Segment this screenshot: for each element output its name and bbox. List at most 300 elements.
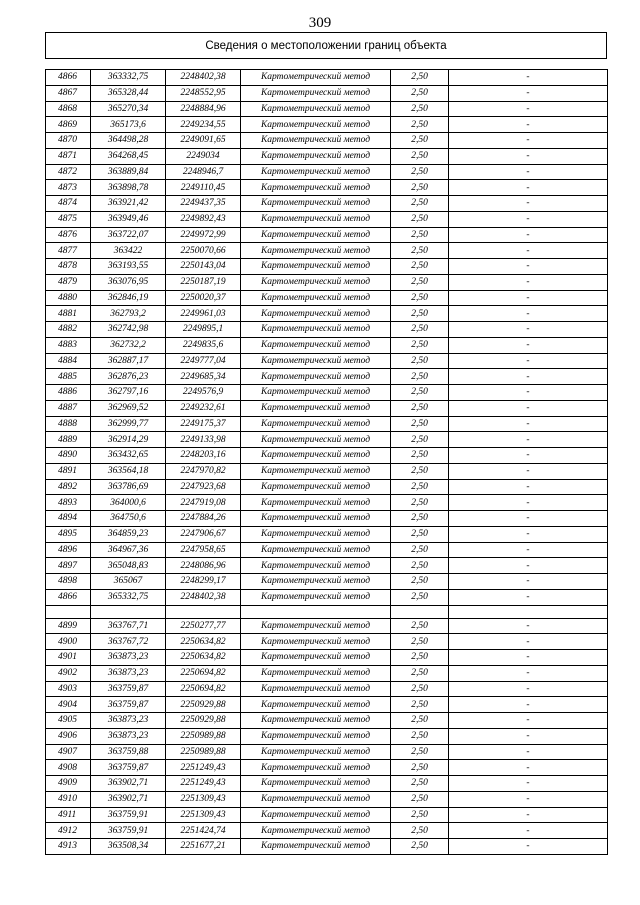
x-coordinate-cell: 362969,52 <box>91 400 166 416</box>
accuracy-cell: 2,50 <box>391 526 449 542</box>
table-row <box>46 322 608 338</box>
y-coordinate-cell: 2250143,04 <box>166 259 241 275</box>
point-number-cell: 4877 <box>46 243 91 259</box>
y-coordinate-cell: 2249034 <box>166 148 241 164</box>
point-number-cell: 4899 <box>46 618 91 634</box>
x-coordinate-cell: 363921,42 <box>91 196 166 212</box>
accuracy-cell: 2,50 <box>391 760 449 776</box>
description-cell: - <box>449 526 608 542</box>
description-cell: - <box>449 337 608 353</box>
y-coordinate-cell: 2249437,35 <box>166 196 241 212</box>
description-cell: - <box>449 196 608 212</box>
point-number-cell: 4889 <box>46 432 91 448</box>
point-number-cell: 4907 <box>46 744 91 760</box>
x-coordinate-cell: 363873,23 <box>91 665 166 681</box>
x-coordinate-cell: 362742,98 <box>91 322 166 338</box>
x-coordinate-cell: 363889,84 <box>91 164 166 180</box>
method-cell: Картометрический метод <box>241 574 391 590</box>
description-cell: - <box>449 776 608 792</box>
accuracy-cell: 2,50 <box>391 85 449 101</box>
x-coordinate-cell: 362732,2 <box>91 337 166 353</box>
y-coordinate-cell: 2250694,82 <box>166 665 241 681</box>
description-cell: - <box>449 634 608 650</box>
y-coordinate-cell: 2251249,43 <box>166 776 241 792</box>
point-number-cell: 4900 <box>46 634 91 650</box>
y-coordinate-cell: 2250989,88 <box>166 744 241 760</box>
x-coordinate-cell: 363564,18 <box>91 463 166 479</box>
point-number-cell: 4906 <box>46 728 91 744</box>
y-coordinate-cell: 2250634,82 <box>166 634 241 650</box>
x-coordinate-cell: 363759,88 <box>91 744 166 760</box>
coordinates-table <box>45 69 608 855</box>
x-coordinate-cell: 365067 <box>91 574 166 590</box>
description-cell: - <box>449 211 608 227</box>
accuracy-cell: 2,50 <box>391 211 449 227</box>
y-coordinate-cell: 2251424,74 <box>166 823 241 839</box>
y-coordinate-cell: 2249895,1 <box>166 322 241 338</box>
table-row <box>46 353 608 369</box>
method-cell: Картометрический метод <box>241 495 391 511</box>
y-coordinate-cell: 2250694,82 <box>166 681 241 697</box>
description-cell: - <box>449 306 608 322</box>
table-row <box>46 511 608 527</box>
y-coordinate-cell: 2251309,43 <box>166 807 241 823</box>
x-coordinate-cell: 363759,87 <box>91 697 166 713</box>
description-cell: - <box>449 744 608 760</box>
description-cell: - <box>449 681 608 697</box>
method-cell: Картометрический метод <box>241 274 391 290</box>
description-cell: - <box>449 463 608 479</box>
y-coordinate-cell: 2248884,96 <box>166 101 241 117</box>
point-number-cell: 4897 <box>46 558 91 574</box>
point-number-cell: 4879 <box>46 274 91 290</box>
y-coordinate-cell: 2248086,96 <box>166 558 241 574</box>
point-number-cell: 4868 <box>46 101 91 117</box>
description-cell: - <box>449 290 608 306</box>
y-coordinate-cell: 2247958,65 <box>166 542 241 558</box>
y-coordinate-cell: 2249961,03 <box>166 306 241 322</box>
method-cell: Картометрический метод <box>241 353 391 369</box>
accuracy-cell: 2,50 <box>391 713 449 729</box>
method-cell: Картометрический метод <box>241 713 391 729</box>
point-number-cell: 4895 <box>46 526 91 542</box>
table-row <box>46 117 608 133</box>
method-cell: Картометрический метод <box>241 681 391 697</box>
description-cell: - <box>449 416 608 432</box>
table-row <box>46 448 608 464</box>
accuracy-cell: 2,50 <box>391 744 449 760</box>
point-number-cell: 4867 <box>46 85 91 101</box>
method-cell: Картометрический метод <box>241 618 391 634</box>
method-cell: Картометрический метод <box>241 558 391 574</box>
x-coordinate-cell: 362999,77 <box>91 416 166 432</box>
y-coordinate-cell: 2249232,61 <box>166 400 241 416</box>
accuracy-cell: 2,50 <box>391 385 449 401</box>
method-cell: Картометрический метод <box>241 542 391 558</box>
x-coordinate-cell: 363759,91 <box>91 807 166 823</box>
point-number-cell: 4882 <box>46 322 91 338</box>
x-coordinate-cell: 363767,72 <box>91 634 166 650</box>
point-number-cell: 4885 <box>46 369 91 385</box>
gap-cell <box>91 605 166 618</box>
table-row <box>46 369 608 385</box>
method-cell: Картометрический метод <box>241 148 391 164</box>
method-cell: Картометрический метод <box>241 322 391 338</box>
point-number-cell: 4888 <box>46 416 91 432</box>
accuracy-cell: 2,50 <box>391 369 449 385</box>
method-cell: Картометрический метод <box>241 650 391 666</box>
accuracy-cell: 2,50 <box>391 776 449 792</box>
description-cell: - <box>449 807 608 823</box>
point-number-cell: 4912 <box>46 823 91 839</box>
method-cell: Картометрический метод <box>241 776 391 792</box>
point-number-cell: 4884 <box>46 353 91 369</box>
x-coordinate-cell: 362876,23 <box>91 369 166 385</box>
x-coordinate-cell: 365328,44 <box>91 85 166 101</box>
description-cell: - <box>449 479 608 495</box>
point-number-cell: 4866 <box>46 70 91 86</box>
x-coordinate-cell: 364967,36 <box>91 542 166 558</box>
y-coordinate-cell: 2249835,6 <box>166 337 241 353</box>
accuracy-cell: 2,50 <box>391 290 449 306</box>
gap-cell <box>46 605 91 618</box>
y-coordinate-cell: 2248552,95 <box>166 85 241 101</box>
table-row <box>46 70 608 86</box>
y-coordinate-cell: 2248203,16 <box>166 448 241 464</box>
y-coordinate-cell: 2250187,19 <box>166 274 241 290</box>
table-row <box>46 839 608 855</box>
method-cell: Картометрический метод <box>241 259 391 275</box>
table-row <box>46 495 608 511</box>
method-cell: Картометрический метод <box>241 164 391 180</box>
description-cell: - <box>449 353 608 369</box>
point-number-cell: 4866 <box>46 589 91 605</box>
x-coordinate-cell: 363949,46 <box>91 211 166 227</box>
y-coordinate-cell: 2249175,37 <box>166 416 241 432</box>
description-cell: - <box>449 117 608 133</box>
description-cell: - <box>449 697 608 713</box>
point-number-cell: 4874 <box>46 196 91 212</box>
x-coordinate-cell: 363759,87 <box>91 760 166 776</box>
table-row <box>46 650 608 666</box>
y-coordinate-cell: 2247970,82 <box>166 463 241 479</box>
page-number: 309 <box>308 15 332 31</box>
point-number-cell: 4901 <box>46 650 91 666</box>
x-coordinate-cell: 365048,83 <box>91 558 166 574</box>
method-cell: Картометрический метод <box>241 665 391 681</box>
y-coordinate-cell: 2250070,66 <box>166 243 241 259</box>
description-cell: - <box>449 665 608 681</box>
accuracy-cell: 2,50 <box>391 791 449 807</box>
method-cell: Картометрический метод <box>241 479 391 495</box>
description-cell: - <box>449 448 608 464</box>
x-coordinate-cell: 363786,69 <box>91 479 166 495</box>
table-row <box>46 432 608 448</box>
x-coordinate-cell: 365332,75 <box>91 589 166 605</box>
point-number-cell: 4905 <box>46 713 91 729</box>
point-number-cell: 4878 <box>46 259 91 275</box>
y-coordinate-cell: 2248402,38 <box>166 70 241 86</box>
accuracy-cell: 2,50 <box>391 511 449 527</box>
description-cell: - <box>449 101 608 117</box>
x-coordinate-cell: 362887,17 <box>91 353 166 369</box>
accuracy-cell: 2,50 <box>391 259 449 275</box>
point-number-cell: 4892 <box>46 479 91 495</box>
method-cell: Картометрический метод <box>241 463 391 479</box>
gap-cell <box>166 605 241 618</box>
point-number-cell: 4886 <box>46 385 91 401</box>
description-cell: - <box>449 243 608 259</box>
y-coordinate-cell: 2249892,43 <box>166 211 241 227</box>
accuracy-cell: 2,50 <box>391 495 449 511</box>
accuracy-cell: 2,50 <box>391 337 449 353</box>
y-coordinate-cell: 2250634,82 <box>166 650 241 666</box>
method-cell: Картометрический метод <box>241 432 391 448</box>
method-cell: Картометрический метод <box>241 589 391 605</box>
table-row <box>46 290 608 306</box>
description-cell: - <box>449 274 608 290</box>
description-cell: - <box>449 495 608 511</box>
method-cell: Картометрический метод <box>241 211 391 227</box>
table-title: Сведения о местоположении границ объекта <box>45 32 607 59</box>
description-cell: - <box>449 180 608 196</box>
x-coordinate-cell: 362793,2 <box>91 306 166 322</box>
y-coordinate-cell: 2249576,9 <box>166 385 241 401</box>
description-cell: - <box>449 322 608 338</box>
accuracy-cell: 2,50 <box>391 618 449 634</box>
point-number-cell: 4873 <box>46 180 91 196</box>
accuracy-cell: 2,50 <box>391 274 449 290</box>
point-number-cell: 4887 <box>46 400 91 416</box>
method-cell: Картометрический метод <box>241 807 391 823</box>
method-cell: Картометрический метод <box>241 760 391 776</box>
x-coordinate-cell: 362914,29 <box>91 432 166 448</box>
table-row <box>46 180 608 196</box>
table-row <box>46 337 608 353</box>
table-row <box>46 463 608 479</box>
table-row <box>46 148 608 164</box>
y-coordinate-cell: 2248299,17 <box>166 574 241 590</box>
table-row <box>46 618 608 634</box>
x-coordinate-cell: 363898,78 <box>91 180 166 196</box>
method-cell: Картометрический метод <box>241 416 391 432</box>
description-cell: - <box>449 589 608 605</box>
point-number-cell: 4883 <box>46 337 91 353</box>
table-row <box>46 306 608 322</box>
accuracy-cell: 2,50 <box>391 180 449 196</box>
method-cell: Картометрический метод <box>241 526 391 542</box>
table-row <box>46 542 608 558</box>
description-cell: - <box>449 227 608 243</box>
description-cell: - <box>449 542 608 558</box>
point-number-cell: 4913 <box>46 839 91 855</box>
table-row <box>46 133 608 149</box>
description-cell: - <box>449 791 608 807</box>
section-gap <box>46 605 608 618</box>
accuracy-cell: 2,50 <box>391 70 449 86</box>
accuracy-cell: 2,50 <box>391 243 449 259</box>
point-number-cell: 4891 <box>46 463 91 479</box>
table-row <box>46 681 608 697</box>
point-number-cell: 4894 <box>46 511 91 527</box>
method-cell: Картометрический метод <box>241 101 391 117</box>
point-number-cell: 4893 <box>46 495 91 511</box>
x-coordinate-cell: 365173,6 <box>91 117 166 133</box>
accuracy-cell: 2,50 <box>391 542 449 558</box>
table-row <box>46 400 608 416</box>
method-cell: Картометрический метод <box>241 290 391 306</box>
table-row <box>46 823 608 839</box>
table-row <box>46 713 608 729</box>
description-cell: - <box>449 133 608 149</box>
x-coordinate-cell: 363332,75 <box>91 70 166 86</box>
accuracy-cell: 2,50 <box>391 133 449 149</box>
method-cell: Картометрический метод <box>241 634 391 650</box>
accuracy-cell: 2,50 <box>391 117 449 133</box>
x-coordinate-cell: 363873,23 <box>91 713 166 729</box>
x-coordinate-cell: 363432,65 <box>91 448 166 464</box>
x-coordinate-cell: 363193,55 <box>91 259 166 275</box>
point-number-cell: 4909 <box>46 776 91 792</box>
table-row <box>46 243 608 259</box>
table-row <box>46 634 608 650</box>
x-coordinate-cell: 365270,34 <box>91 101 166 117</box>
y-coordinate-cell: 2247884,26 <box>166 511 241 527</box>
accuracy-cell: 2,50 <box>391 101 449 117</box>
table-row <box>46 211 608 227</box>
method-cell: Картометрический метод <box>241 369 391 385</box>
accuracy-cell: 2,50 <box>391 697 449 713</box>
table-row <box>46 227 608 243</box>
table-row <box>46 791 608 807</box>
method-cell: Картометрический метод <box>241 337 391 353</box>
point-number-cell: 4890 <box>46 448 91 464</box>
y-coordinate-cell: 2248946,7 <box>166 164 241 180</box>
table-section-1 <box>46 70 608 606</box>
point-number-cell: 4870 <box>46 133 91 149</box>
method-cell: Картометрический метод <box>241 511 391 527</box>
description-cell: - <box>449 259 608 275</box>
y-coordinate-cell: 2248402,38 <box>166 589 241 605</box>
accuracy-cell: 2,50 <box>391 306 449 322</box>
method-cell: Картометрический метод <box>241 744 391 760</box>
table-row <box>46 776 608 792</box>
method-cell: Картометрический метод <box>241 697 391 713</box>
accuracy-cell: 2,50 <box>391 448 449 464</box>
y-coordinate-cell: 2249133,98 <box>166 432 241 448</box>
accuracy-cell: 2,50 <box>391 322 449 338</box>
x-coordinate-cell: 363873,23 <box>91 650 166 666</box>
table-row <box>46 274 608 290</box>
table-row <box>46 744 608 760</box>
point-number-cell: 4910 <box>46 791 91 807</box>
table-row <box>46 665 608 681</box>
table-section-2 <box>46 618 608 854</box>
table-row <box>46 807 608 823</box>
y-coordinate-cell: 2251309,43 <box>166 791 241 807</box>
method-cell: Картометрический метод <box>241 227 391 243</box>
point-number-cell: 4871 <box>46 148 91 164</box>
method-cell: Картометрический метод <box>241 133 391 149</box>
description-cell: - <box>449 385 608 401</box>
description-cell: - <box>449 432 608 448</box>
description-cell: - <box>449 728 608 744</box>
description-cell: - <box>449 760 608 776</box>
method-cell: Картометрический метод <box>241 448 391 464</box>
table-row <box>46 101 608 117</box>
table-row <box>46 196 608 212</box>
y-coordinate-cell: 2249234,55 <box>166 117 241 133</box>
description-cell: - <box>449 713 608 729</box>
accuracy-cell: 2,50 <box>391 823 449 839</box>
x-coordinate-cell: 364750,6 <box>91 511 166 527</box>
table-row <box>46 728 608 744</box>
x-coordinate-cell: 364498,28 <box>91 133 166 149</box>
method-cell: Картометрический метод <box>241 728 391 744</box>
accuracy-cell: 2,50 <box>391 463 449 479</box>
accuracy-cell: 2,50 <box>391 807 449 823</box>
method-cell: Картометрический метод <box>241 385 391 401</box>
point-number-cell: 4869 <box>46 117 91 133</box>
table-row <box>46 416 608 432</box>
gap-cell <box>449 605 608 618</box>
method-cell: Картометрический метод <box>241 791 391 807</box>
coordinates-table-frame <box>45 32 607 855</box>
y-coordinate-cell: 2249110,45 <box>166 180 241 196</box>
gap-cell <box>391 605 449 618</box>
accuracy-cell: 2,50 <box>391 353 449 369</box>
x-coordinate-cell: 364268,45 <box>91 148 166 164</box>
accuracy-cell: 2,50 <box>391 589 449 605</box>
accuracy-cell: 2,50 <box>391 839 449 855</box>
x-coordinate-cell: 362797,16 <box>91 385 166 401</box>
point-number-cell: 4872 <box>46 164 91 180</box>
accuracy-cell: 2,50 <box>391 634 449 650</box>
accuracy-cell: 2,50 <box>391 416 449 432</box>
method-cell: Картометрический метод <box>241 400 391 416</box>
accuracy-cell: 2,50 <box>391 164 449 180</box>
method-cell: Картометрический метод <box>241 823 391 839</box>
accuracy-cell: 2,50 <box>391 148 449 164</box>
description-cell: - <box>449 511 608 527</box>
method-cell: Картометрический метод <box>241 180 391 196</box>
gap-cell <box>241 605 391 618</box>
y-coordinate-cell: 2247919,08 <box>166 495 241 511</box>
description-cell: - <box>449 839 608 855</box>
method-cell: Картометрический метод <box>241 70 391 86</box>
table-row <box>46 574 608 590</box>
x-coordinate-cell: 362846,19 <box>91 290 166 306</box>
description-cell: - <box>449 618 608 634</box>
y-coordinate-cell: 2250929,88 <box>166 713 241 729</box>
x-coordinate-cell: 363722,07 <box>91 227 166 243</box>
x-coordinate-cell: 363902,71 <box>91 776 166 792</box>
description-cell: - <box>449 558 608 574</box>
description-cell: - <box>449 369 608 385</box>
x-coordinate-cell: 364859,23 <box>91 526 166 542</box>
method-cell: Картометрический метод <box>241 243 391 259</box>
x-coordinate-cell: 363076,95 <box>91 274 166 290</box>
description-cell: - <box>449 400 608 416</box>
description-cell: - <box>449 148 608 164</box>
point-number-cell: 4903 <box>46 681 91 697</box>
x-coordinate-cell: 363422 <box>91 243 166 259</box>
description-cell: - <box>449 85 608 101</box>
table-row <box>46 385 608 401</box>
y-coordinate-cell: 2250277,77 <box>166 618 241 634</box>
table-row <box>46 259 608 275</box>
method-cell: Картометрический метод <box>241 85 391 101</box>
